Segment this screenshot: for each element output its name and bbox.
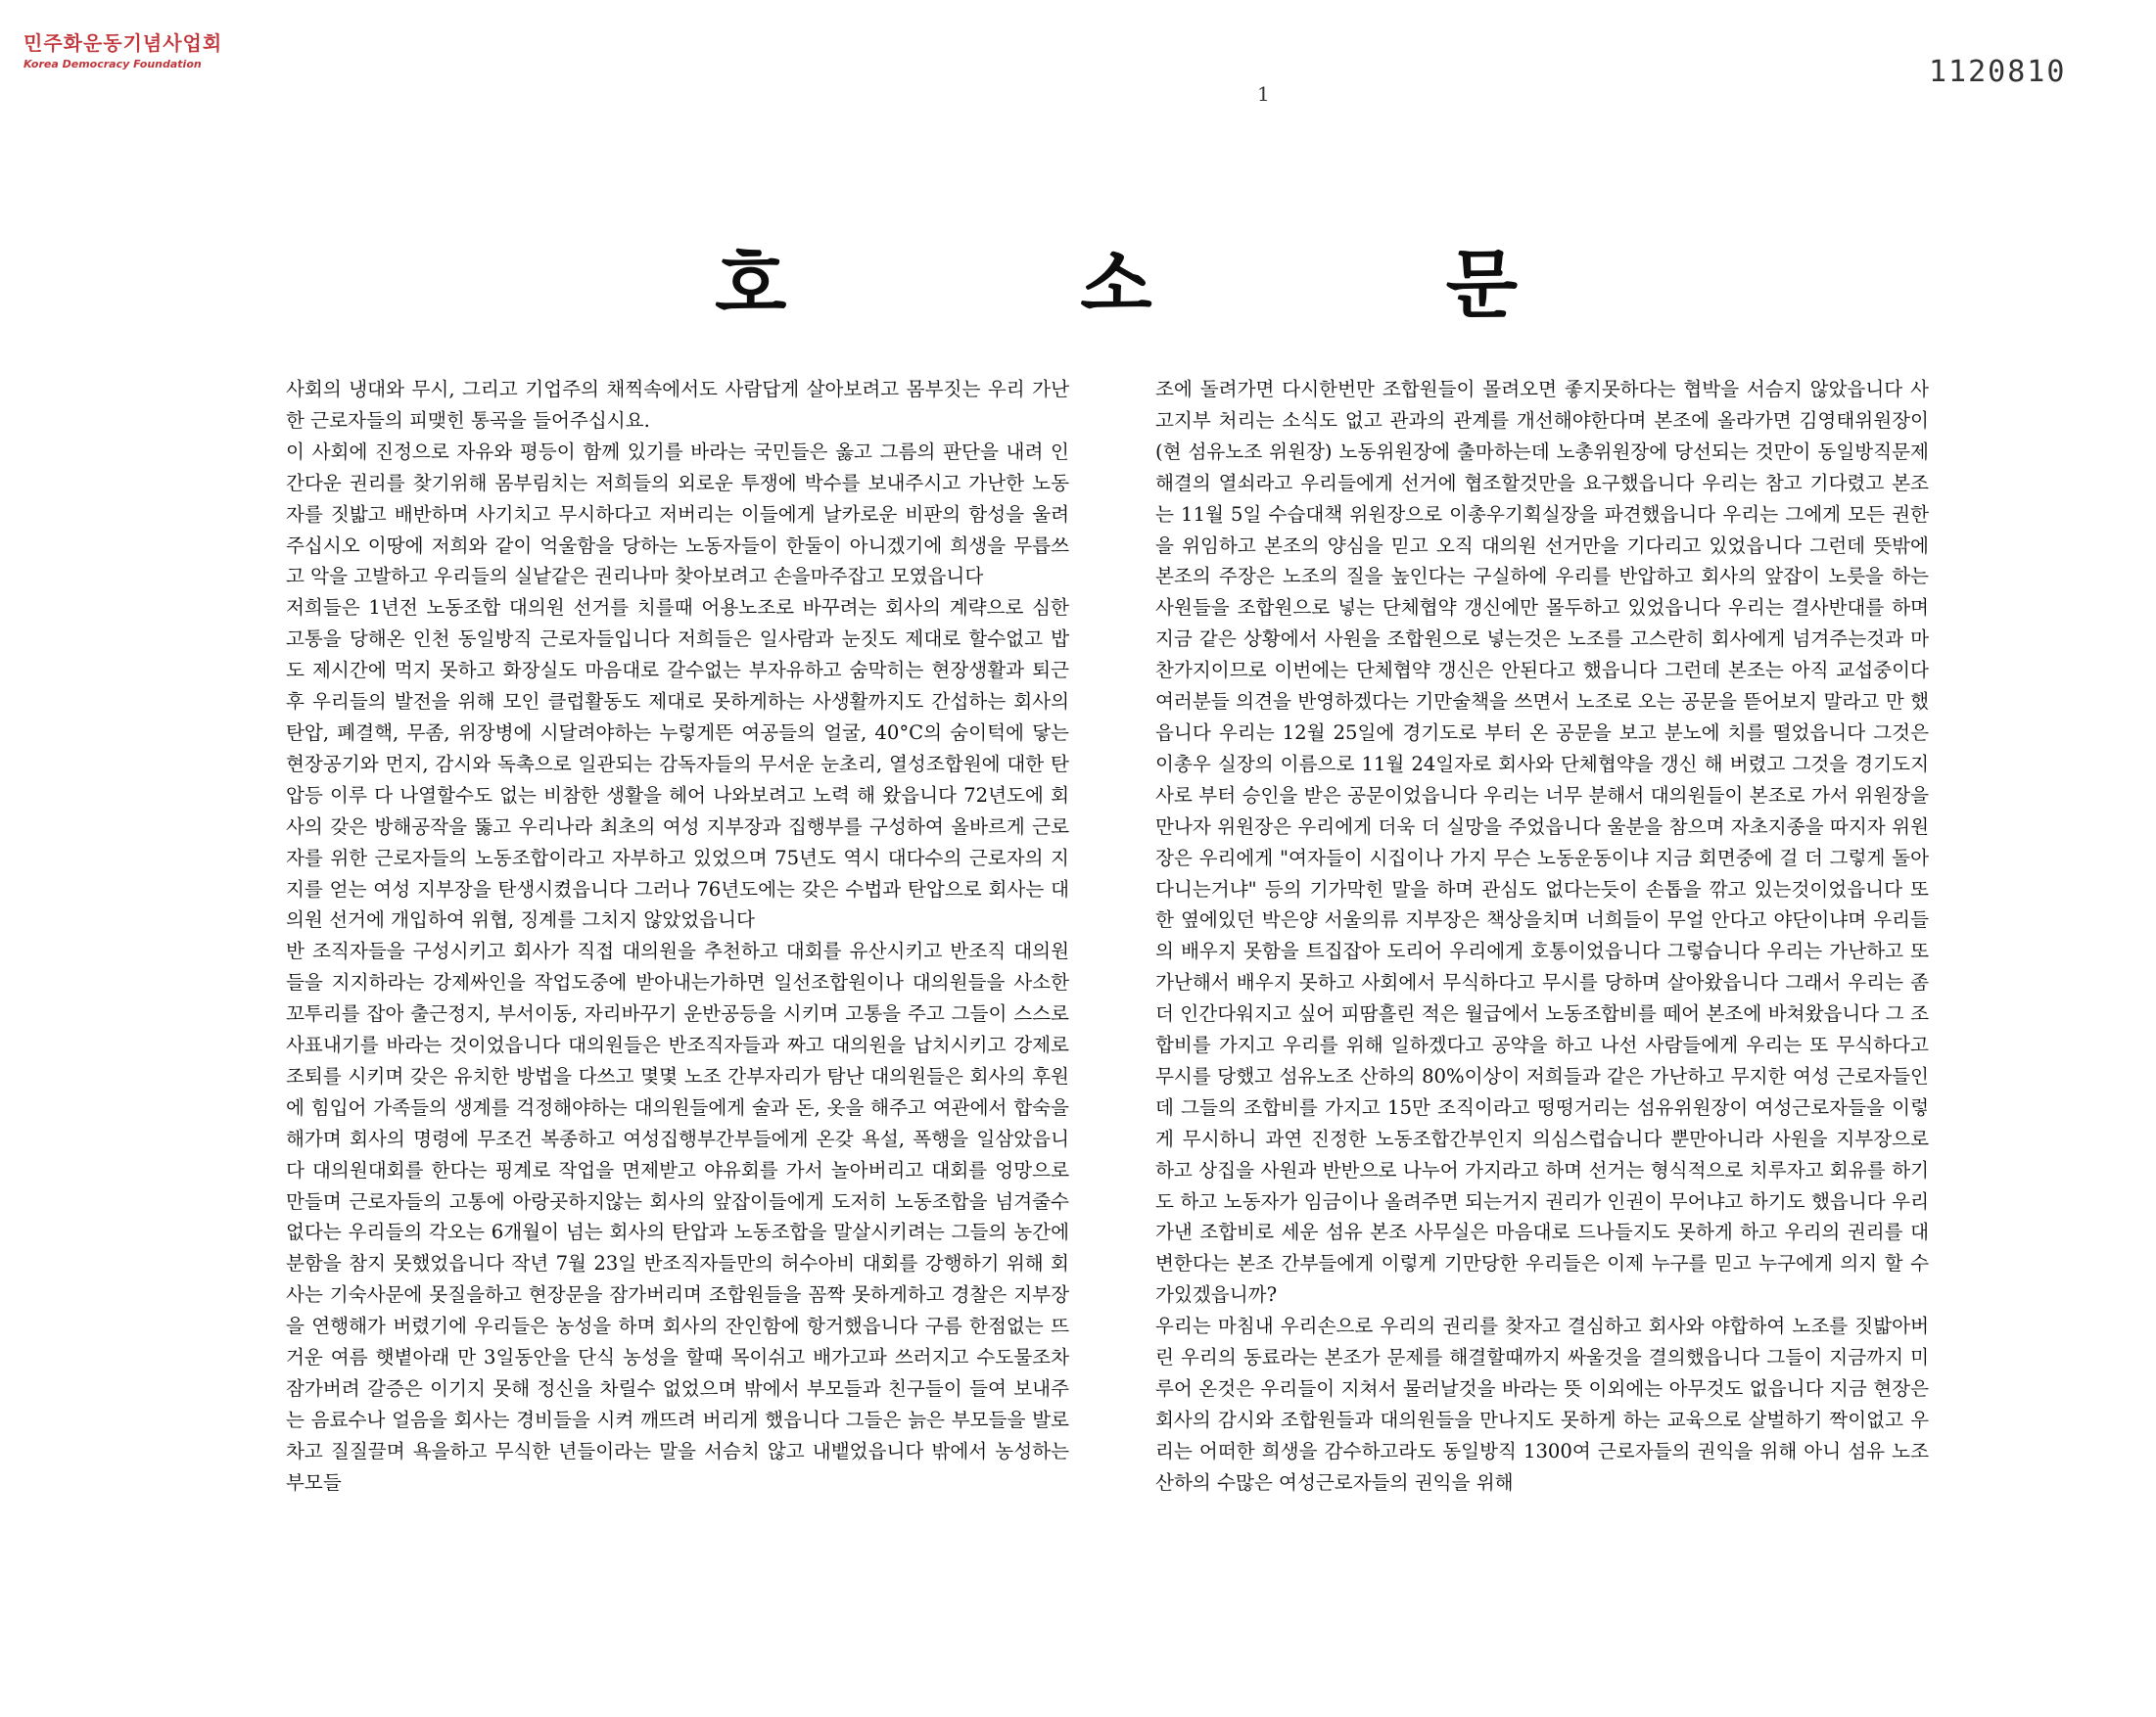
document-title bbox=[715, 225, 1518, 332]
watermark-korean: 민주화운동기념사업회 bbox=[23, 31, 223, 55]
paragraph: 이 사회에 진정으로 자유와 평등이 함께 있기를 바라는 국민들은 옳고 그름의 판단을 내려 인간다운 권리를 찾기위해 몸부림치는 저희들의 외로운 투쟁에 박수를 보내주시고 가난한 노동자를 짓밟고 배반하며 사기치고 무시하다고 저버리는 이들에게 날카로운 비판의 함성을 울려 주십시오 이땅에 저희와 같이 억울함을 당하는 노동자들이 한둘이 아니겠기에 희생을 무릅쓰고 악을 고발하고 우리들의 실낱같은 권리나마 찾아보려고 손을마주잡고 모였읍니다 bbox=[286, 440, 1069, 588]
paragraph: 조에 돌려가면 다시한번만 조합원들이 몰려오면 좋지못하다는 협박을 서슴지 않았읍니다 사고지부 처리는 소식도 없고 관과의 관계를 개선해야한다며 본조에 올라가면 김영태위원장이 (현 섬유노조 위원장) 노동위원장에 출마하는데 노총위원장에 당선되는 것만이 동일방직문제 해결의 열쇠라고 우리들에게 선거에 협조할것만을 요구했읍니다 우리는 참고 기다렸고 본조는 11월 5일 수습대책 위원장으로 이총우기획실장을 파견했읍니다 우리는 그에게 모든 권한을 위임하고 본조의 양심을 믿고 오직 대의원 선거만을 기다리고 있었읍니다 그런데 뜻밖에 본조의 주장은 노조의 질을 높인다는 구실하에 우리를 반압하고 회사의 앞잡이 노릇을 하는 사원들을 조합원으로 넣는 단체협약 갱신에만 몰두하고 있었읍니다 우리는 결사반대를 하며 지금 같은 상황에서 사원을 조합원으로 넣는것은 노조를 고스란히 회사에게 넘겨주는것과 마찬가지이므로 이번에는 단체협약 갱신은 안된다고 했읍니다 그런데 본조는 아직 교섭중이다 여러분들 의견을 반영하겠다는 기만술책을 쓰면서 노조로 오는 공문을 뜯어보지 말라고 만 했읍니다 우리는 12월 25일에 경기도로 부터 온 공문을 보고 분노에 치를 떨었읍니다 그것은 이총우 실장의 이름으로 11월 24일자로 회사와 단체협약을 갱신 해 버렸고 그것을 경기도지사로 부터 승인을 받은 공문이었읍니다 우리는 너무 분해서 대의원들이 본조로 가서 위원장을 만나자 위원장은 우리에게 더욱 더 실망을 주었읍니다 울분을 참으며 자초지종을 따지자 위원장은 우리에게 "여자들이 시집이나 가지 무슨 노동운동이냐 지금 회면중에 걸 더 그렇게 돌아다니는거냐" 등의 기가막힌 말을 하며 관심도 없다는듯이 손톱을 깎고 있는것이었읍니다 또한 옆에있던 박은양 서울의류 지부장은 책상을치며 너희들이 무얼 안다고 야단이냐며 우리들의 배우지 못함을 트집잡아 도리어 우리에게 호통이었읍니다 그렇습니다 우리는 가난하고 또 가난해서 배우지 못하고 사회에서 무식하다고 무시를 당하며 살아왔읍니다 그래서 우리는 좀더 인간다워지고 싶어 피땀흘린 적은 월급에서 노동조합비를 떼어 본조에 바쳐왔읍니다 그 조합비를 가지고 우리를 위해 일하겠다고 공약을 하고 나선 사람들에게 우리는 또 무식하다고 무시를 당했고 섬유노조 산하의 80%이상이 저희들과 같은 가난하고 무지한 여성 근로자들인데 그들의 조합비를 가지고 15만 조직이라고 떵떵거리는 섬유위원장이 여성근로자들을 이렇게 무시하니 과연 진정한 노동조합간부인지 의심스럽습니다 뿐만아니라 사원을 지부장으로 하고 상집을 사원과 반반으로 나누어 가지라고 하며 선거는 형식적으로 치루자고 회유를 하기도 하고 노동자가 임금이나 올려주면 되는거지 권리가 인권이 무어냐고 하기도 했읍니다 우리가낸 조합비로 세운 섬유 본조 사무실은 마음대로 드나들지도 못하게 하고 우리의 권리를 대변한다는 본조 간부들에게 이렇게 기만당한 우리들은 이제 누구를 믿고 누구에게 의지 할 수가있겠읍니까? bbox=[1155, 378, 1929, 1307]
paragraph: 반 조직자들을 구성시키고 회사가 직접 대의원을 추천하고 대회를 유산시키고 반조직 대의원들을 지지하라는 강제싸인을 작업도중에 받아내는가하면 일선조합원이나 대의원들을 사소한꼬투리를 잡아 출근정지, 부서이동, 자리바꾸기 운반공등을 시키며 고통을 주고 그들이 스스로 사표내기를 바라는 것이었읍니다 대의원들은 반조직자들과 짜고 대의원을 납치시키고 강제로 조퇴를 시키며 갖은 유치한 방법을 다쓰고 몇몇 노조 간부자리가 탐난 대의원들은 회사의 후원에 힘입어 가족들의 생계를 걱정해야하는 대의원들에게 술과 돈, 옷을 해주고 여관에서 합숙을 해가며 회사의 명령에 무조건 복종하고 여성집행부간부들에게 온갖 욕설, 폭행을 일삼았읍니다 대의원대회를 한다는 핑계로 작업을 면제받고 야유회를 가서 놀아버리고 대회를 엉망으로 만들며 근로자들의 고통에 아랑곳하지않는 회사의 앞잡이들에게 도저히 노동조합을 넘겨줄수없다는 우리들의 각오는 6개월이 넘는 회사의 탄압과 노동조합을 말살시키려는 그들의 농간에 분함을 참지 못했었읍니다 작년 7월 23일 반조직자들만의 허수아비 대회를 강행하기 위해 회사는 기숙사문에 못질을하고 현장문을 잠가버리며 조합원들을 꼼짝 못하게하고 경찰은 지부장을 연행해가 버렸기에 우리들은 농성을 하며 회사의 잔인함에 항거했읍니다 구름 한점없는 뜨거운 여름 햇볕아래 만 3일동안을 단식 농성을 할때 목이쉬고 배가고파 쓰러지고 수도물조차 잠가버려 갈증은 이기지 못해 정신을 차릴수 없었으며 밖에서 부모들과 친구들이 들여 보내주는 음료수나 얼음을 회사는 경비들을 시켜 깨뜨려 버리게 했읍니다 그들은 늙은 부모들을 발로차고 질질끌며 욕을하고 무식한 년들이라는 말을 서슴치 않고 내뱉었읍니다 밖에서 농성하는 부모들 bbox=[286, 940, 1069, 1494]
paragraph: 우리는 마침내 우리손으로 우리의 권리를 찾자고 결심하고 회사와 야합하여 노조를 짓밟아버린 우리의 동료라는 본조가 문제를 해결할때까지 싸울것을 결의했읍니다 그들이 지금까지 미루어 온것은 우리들이 지쳐서 물러날것을 바라는 뜻 이외에는 아무것도 없읍니다 지금 현장은 회사의 감시와 조합원들과 대의원들을 만나지도 못하게 하는 교육으로 살벌하기 짝이없고 우리는 어떠한 희생을 감수하고라도 동일방직 1300여 근로자들의 권익을 위해 아니 섬유 노조 산하의 수많은 여성근로자들의 권익을 위해 bbox=[1155, 1315, 1929, 1494]
paragraph: 사회의 냉대와 무시, 그리고 기업주의 채찍속에서도 사람답게 살아보려고 몸부짓는 우리 가난한 근로자들의 피맺힌 통곡을 들어주십시요. bbox=[286, 378, 1069, 432]
document-number: 1120810 bbox=[1929, 55, 2067, 89]
watermark-english: Korea Democracy Foundation bbox=[23, 58, 202, 70]
title-char: 호 bbox=[715, 241, 787, 328]
title-char: 문 bbox=[1445, 241, 1518, 328]
page-number: 1 bbox=[1257, 82, 1270, 106]
title-char: 소 bbox=[1080, 241, 1152, 328]
foundation-watermark bbox=[23, 27, 222, 70]
left-text-column bbox=[286, 374, 1069, 1499]
paragraph: 저희들은 1년전 노동조합 대의원 선거를 치를때 어용노조로 바꾸려는 회사의 계략으로 심한 고통을 당해온 인천 동일방직 근로자들입니다 저희들은 일사람과 눈짓도 제대로 할수없고 밥도 제시간에 먹지 못하고 화장실도 마음대로 갈수없는 부자유하고 숨막히는 현장생활과 퇴근후 우리들의 발전을 위해 모인 클럽활동도 제대로 못하게하는 사생활까지도 간섭하는 회사의 탄압, 폐결핵, 무좀, 위장병에 시달려야하는 누렇게뜬 여공들의 얼굴, 40°C의 숨이턱에 닿는 현장공기와 먼지, 감시와 독촉으로 일관되는 감독자들의 무서운 눈초리, 열성조합원에 대한 탄압등 이루 다 나열할수도 없는 비참한 생활을 헤어 나와보려고 노력 해 왔읍니다 72년도에 회사의 갖은 방해공작을 뚫고 우리나라 최초의 여성 지부장과 집행부를 구성하여 올바르게 근로자를 위한 근로자들의 노동조합이라고 자부하고 있었으며 75년도 역시 대다수의 근로자의 지지를 얻는 여성 지부장을 탄생시켰읍니다 그러나 76년도에는 갖은 수법과 탄압으로 회사는 대의원 선거에 개입하여 위협, 징계를 그치지 않았었읍니다 bbox=[286, 596, 1069, 932]
right-text-column bbox=[1155, 374, 1929, 1499]
